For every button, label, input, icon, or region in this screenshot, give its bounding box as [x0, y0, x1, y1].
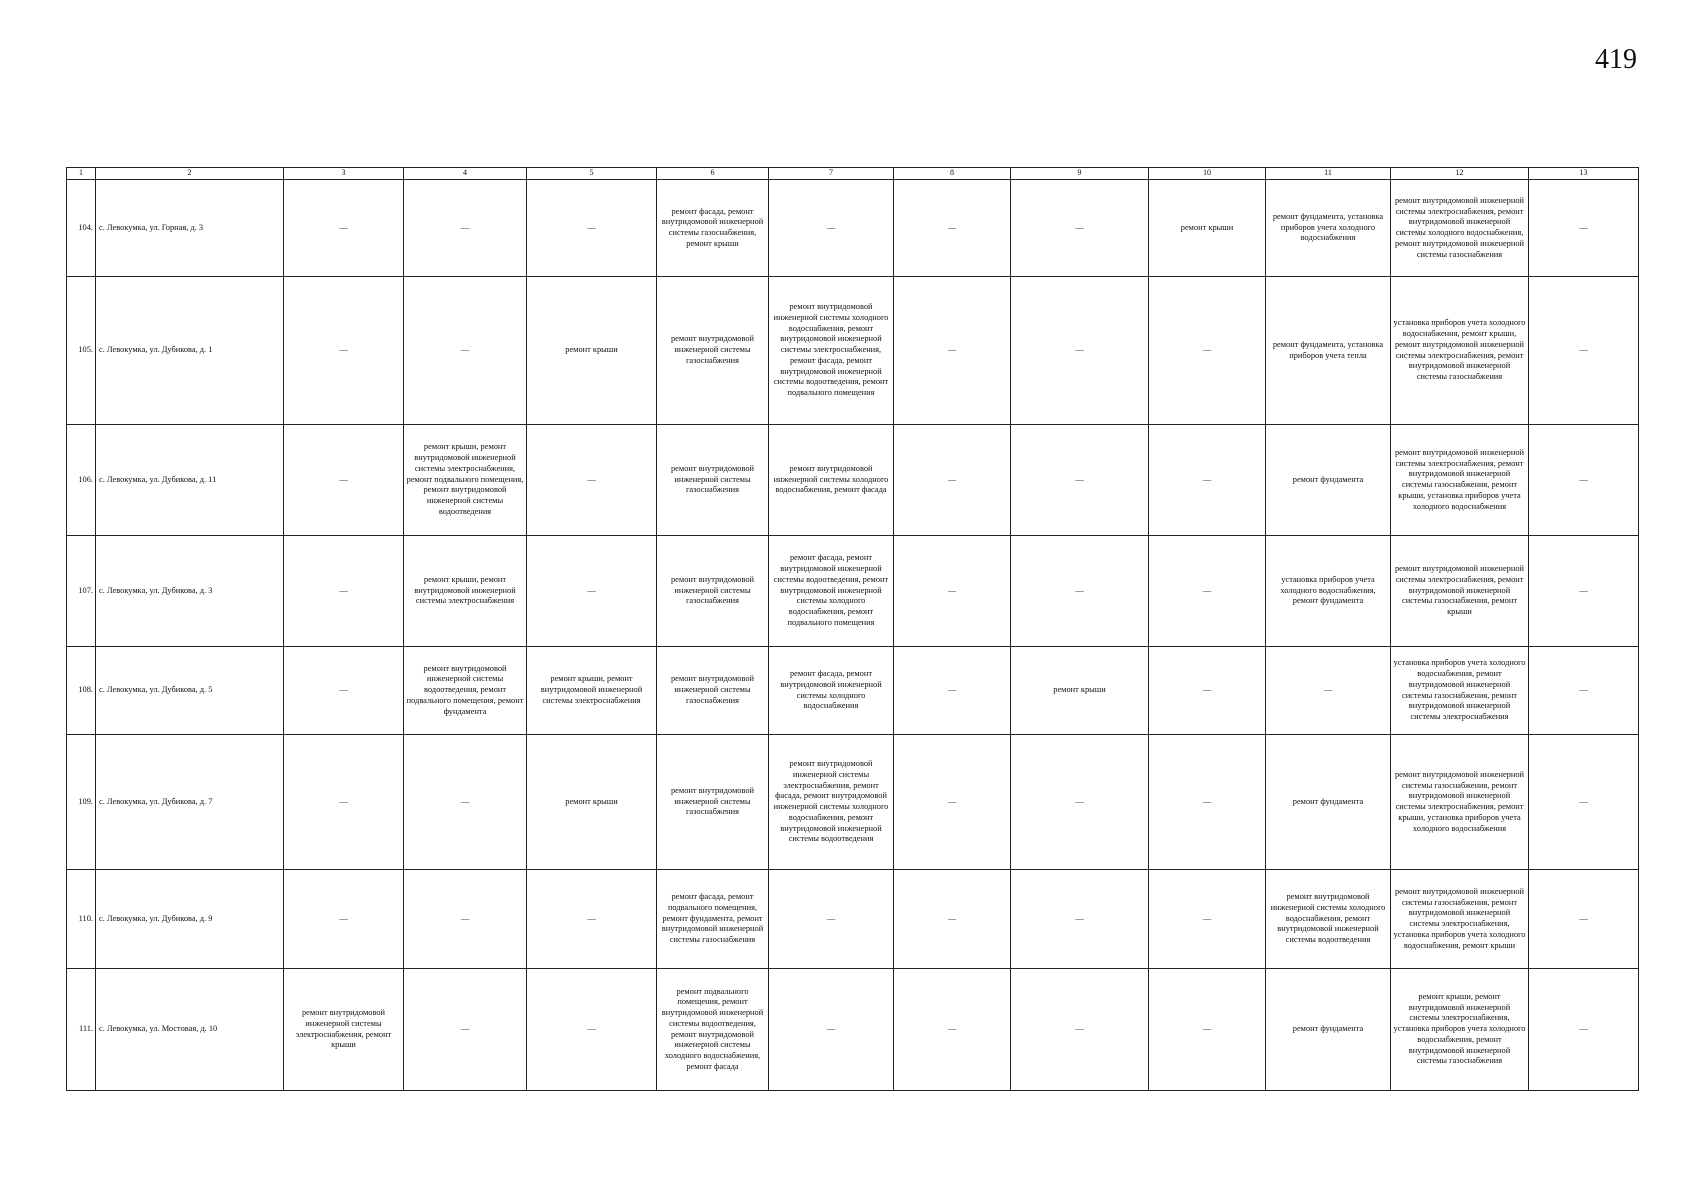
work-cell: —: [404, 180, 527, 277]
column-number: 11: [1266, 168, 1391, 180]
row-number: 107.: [67, 536, 96, 647]
work-cell: ремонт крыши: [527, 277, 657, 425]
work-cell: —: [1529, 870, 1639, 969]
table-row: [67, 735, 1639, 870]
work-cell: —: [1266, 647, 1391, 735]
work-cell: —: [1011, 536, 1149, 647]
work-cell: установка приборов учета холодного водоснабжения, ремонт фундамента: [1266, 536, 1391, 647]
address-cell: с. Левокумка, ул. Дубикова, д. 3: [96, 536, 284, 647]
work-cell: ремонт внутридомовой инженерной системы электроснабжения, ремонт внутридомовой инженерной системы газоснабжения, ремонт крыши: [1391, 536, 1529, 647]
work-cell: ремонт фундамента: [1266, 735, 1391, 870]
work-cell: установка приборов учета холодного водоснабжения, ремонт внутридомовой инженерной системы газоснабжения, ремонт внутридомовой инженерной системы электроснабжения: [1391, 647, 1529, 735]
work-cell: —: [894, 277, 1011, 425]
work-cell: —: [284, 277, 404, 425]
work-cell: ремонт фундамента, установка приборов учета тепла: [1266, 277, 1391, 425]
address-cell: с. Левокумка, ул. Дубикова, д. 1: [96, 277, 284, 425]
work-cell: —: [894, 735, 1011, 870]
work-cell: —: [894, 180, 1011, 277]
work-cell: —: [284, 647, 404, 735]
column-number: 13: [1529, 168, 1639, 180]
row-number: 104.: [67, 180, 96, 277]
work-cell: —: [404, 735, 527, 870]
column-number: 9: [1011, 168, 1149, 180]
address-cell: с. Левокумка, ул. Мостовая, д. 10: [96, 969, 284, 1091]
work-cell: —: [769, 969, 894, 1091]
work-cell: ремонт крыши, ремонт внутридомовой инженерной системы электроснабжения: [404, 536, 527, 647]
work-cell: —: [527, 425, 657, 536]
work-cell: —: [404, 870, 527, 969]
table-row: [67, 969, 1639, 1091]
work-cell: —: [1149, 969, 1266, 1091]
row-number: 110.: [67, 870, 96, 969]
column-number-row: [67, 168, 1639, 180]
work-cell: ремонт внутридомовой инженерной системы газоснабжения, ремонт внутридомовой инженерной системы электроснабжения, установка приборов учета холодного водоснабжения, ремонт крыши: [1391, 870, 1529, 969]
address-cell: с. Левокумка, ул. Дубикова, д. 5: [96, 647, 284, 735]
work-cell: ремонт фундамента: [1266, 425, 1391, 536]
column-number: 4: [404, 168, 527, 180]
table-row: [67, 536, 1639, 647]
work-cell: ремонт внутридомовой инженерной системы газоснабжения: [657, 536, 769, 647]
work-cell: —: [1529, 536, 1639, 647]
work-cell: —: [894, 647, 1011, 735]
work-cell: —: [894, 425, 1011, 536]
address-cell: с. Левокумка, ул. Горная, д. 3: [96, 180, 284, 277]
work-cell: ремонт фасада, ремонт внутридомовой инженерной системы водоотведения, ремонт внутридомовой инженерной системы холодного водоснабжения, ремонт подвального помещения: [769, 536, 894, 647]
work-cell: ремонт крыши, ремонт внутридомовой инженерной системы электроснабжения: [527, 647, 657, 735]
work-cell: —: [1011, 425, 1149, 536]
work-cell: —: [1149, 277, 1266, 425]
work-cell: ремонт крыши, ремонт внутридомовой инженерной системы электроснабжения, ремонт подвального помещения, ремонт внутридомовой инженерной системы водоотведения: [404, 425, 527, 536]
work-cell: —: [1011, 735, 1149, 870]
row-number: 105.: [67, 277, 96, 425]
row-number: 108.: [67, 647, 96, 735]
column-number: 6: [657, 168, 769, 180]
work-cell: ремонт внутридомовой инженерной системы газоснабжения: [657, 277, 769, 425]
work-cell: ремонт внутридомовой инженерной системы холодного водоснабжения, ремонт фасада: [769, 425, 894, 536]
work-cell: —: [1149, 735, 1266, 870]
work-cell: ремонт внутридомовой инженерной системы холодного водоснабжения, ремонт внутридомовой инженерной системы электроснабжения, ремонт фасада, ремонт внутридомовой инженерной системы водоотведения, ремонт подвального помещения: [769, 277, 894, 425]
row-number: 109.: [67, 735, 96, 870]
work-cell: ремонт фасада, ремонт внутридомовой инженерной системы холодного водоснабжения: [769, 647, 894, 735]
work-cell: ремонт внутридомовой инженерной системы газоснабжения: [657, 735, 769, 870]
work-cell: ремонт крыши, ремонт внутридомовой инженерной системы электроснабжения, установка приборов учета холодного водоснабжения, ремонт внутридомовой инженерной системы газоснабжения: [1391, 969, 1529, 1091]
work-cell: —: [1529, 735, 1639, 870]
work-cell: —: [404, 969, 527, 1091]
work-cell: —: [527, 870, 657, 969]
work-cell: —: [1529, 425, 1639, 536]
row-number: 111.: [67, 969, 96, 1091]
work-cell: —: [1529, 277, 1639, 425]
work-cell: —: [1011, 277, 1149, 425]
work-cell: —: [769, 180, 894, 277]
column-number: 3: [284, 168, 404, 180]
work-cell: —: [284, 735, 404, 870]
work-cell: ремонт внутридомовой инженерной системы газоснабжения: [657, 647, 769, 735]
work-cell: —: [284, 425, 404, 536]
work-cell: —: [1529, 180, 1639, 277]
work-cell: ремонт внутридомовой инженерной системы электроснабжения, ремонт внутридомовой инженерной системы холодного водоснабжения, ремонт внутридомовой инженерной системы газоснабжения: [1391, 180, 1529, 277]
repair-schedule-table: [66, 167, 1639, 1091]
work-cell: —: [1149, 425, 1266, 536]
work-cell: ремонт внутридомовой инженерной системы электроснабжения, ремонт крыши: [284, 969, 404, 1091]
address-cell: с. Левокумка, ул. Дубикова, д. 11: [96, 425, 284, 536]
work-cell: ремонт крыши: [1011, 647, 1149, 735]
work-cell: —: [284, 870, 404, 969]
work-cell: —: [527, 969, 657, 1091]
address-cell: с. Левокумка, ул. Дубикова, д. 7: [96, 735, 284, 870]
table-row: [67, 180, 1639, 277]
column-number: 7: [769, 168, 894, 180]
column-number: 12: [1391, 168, 1529, 180]
work-cell: ремонт внутридомовой инженерной системы газоснабжения: [657, 425, 769, 536]
work-cell: ремонт подвального помещения, ремонт внутридомовой инженерной системы водоотведения, ремонт внутридомовой инженерной системы холодного водоснабжения, ремонт фасада: [657, 969, 769, 1091]
table-row: [67, 277, 1639, 425]
work-cell: —: [894, 969, 1011, 1091]
work-cell: —: [1149, 870, 1266, 969]
work-cell: ремонт фундамента, установка приборов учета холодного водоснабжения: [1266, 180, 1391, 277]
table-row: [67, 425, 1639, 536]
table-row: [67, 870, 1639, 969]
work-cell: —: [404, 277, 527, 425]
work-cell: —: [527, 180, 657, 277]
work-cell: —: [1011, 870, 1149, 969]
column-number: 5: [527, 168, 657, 180]
column-number: 8: [894, 168, 1011, 180]
work-cell: —: [527, 536, 657, 647]
work-cell: —: [1011, 180, 1149, 277]
column-number: 10: [1149, 168, 1266, 180]
page-number: 419: [1595, 44, 1637, 75]
work-cell: установка приборов учета холодного водоснабжения, ремонт крыши, ремонт внутридомовой инженерной системы электроснабжения, ремонт внутридомовой инженерной системы газоснабжения: [1391, 277, 1529, 425]
work-cell: —: [1529, 647, 1639, 735]
work-cell: ремонт внутридомовой инженерной системы холодного водоснабжения, ремонт внутридомовой инженерной системы водоотведения: [1266, 870, 1391, 969]
work-cell: —: [1529, 969, 1639, 1091]
work-cell: ремонт внутридомовой инженерной системы водоотведения, ремонт подвального помещения, ремонт фундамента: [404, 647, 527, 735]
work-cell: ремонт внутридомовой инженерной системы электроснабжения, ремонт фасада, ремонт внутридомовой инженерной системы холодного водоснабжения, ремонт внутридомовой инженерной системы водоотведения: [769, 735, 894, 870]
work-cell: ремонт крыши: [527, 735, 657, 870]
work-cell: —: [1149, 647, 1266, 735]
work-cell: ремонт внутридомовой инженерной системы электроснабжения, ремонт внутридомовой инженерной системы газоснабжения, ремонт крыши, установка приборов учета холодного водоснабжения: [1391, 425, 1529, 536]
work-cell: —: [769, 870, 894, 969]
work-cell: —: [894, 870, 1011, 969]
column-number: 1: [67, 168, 96, 180]
column-number: 2: [96, 168, 284, 180]
work-cell: ремонт фундамента: [1266, 969, 1391, 1091]
work-cell: ремонт крыши: [1149, 180, 1266, 277]
work-cell: ремонт внутридомовой инженерной системы газоснабжения, ремонт внутридомовой инженерной системы электроснабжения, ремонт крыши, установка приборов учета холодного водоснабжения: [1391, 735, 1529, 870]
table-row: [67, 647, 1639, 735]
address-cell: с. Левокумка, ул. Дубикова, д. 9: [96, 870, 284, 969]
work-cell: —: [1149, 536, 1266, 647]
work-cell: —: [1011, 969, 1149, 1091]
work-cell: ремонт фасада, ремонт подвального помещения, ремонт фундамента, ремонт внутридомовой инженерной системы газоснабжения: [657, 870, 769, 969]
work-cell: ремонт фасада, ремонт внутридомовой инженерной системы газоснабжения, ремонт крыши: [657, 180, 769, 277]
work-cell: —: [894, 536, 1011, 647]
work-cell: —: [284, 180, 404, 277]
work-cell: —: [284, 536, 404, 647]
row-number: 106.: [67, 425, 96, 536]
